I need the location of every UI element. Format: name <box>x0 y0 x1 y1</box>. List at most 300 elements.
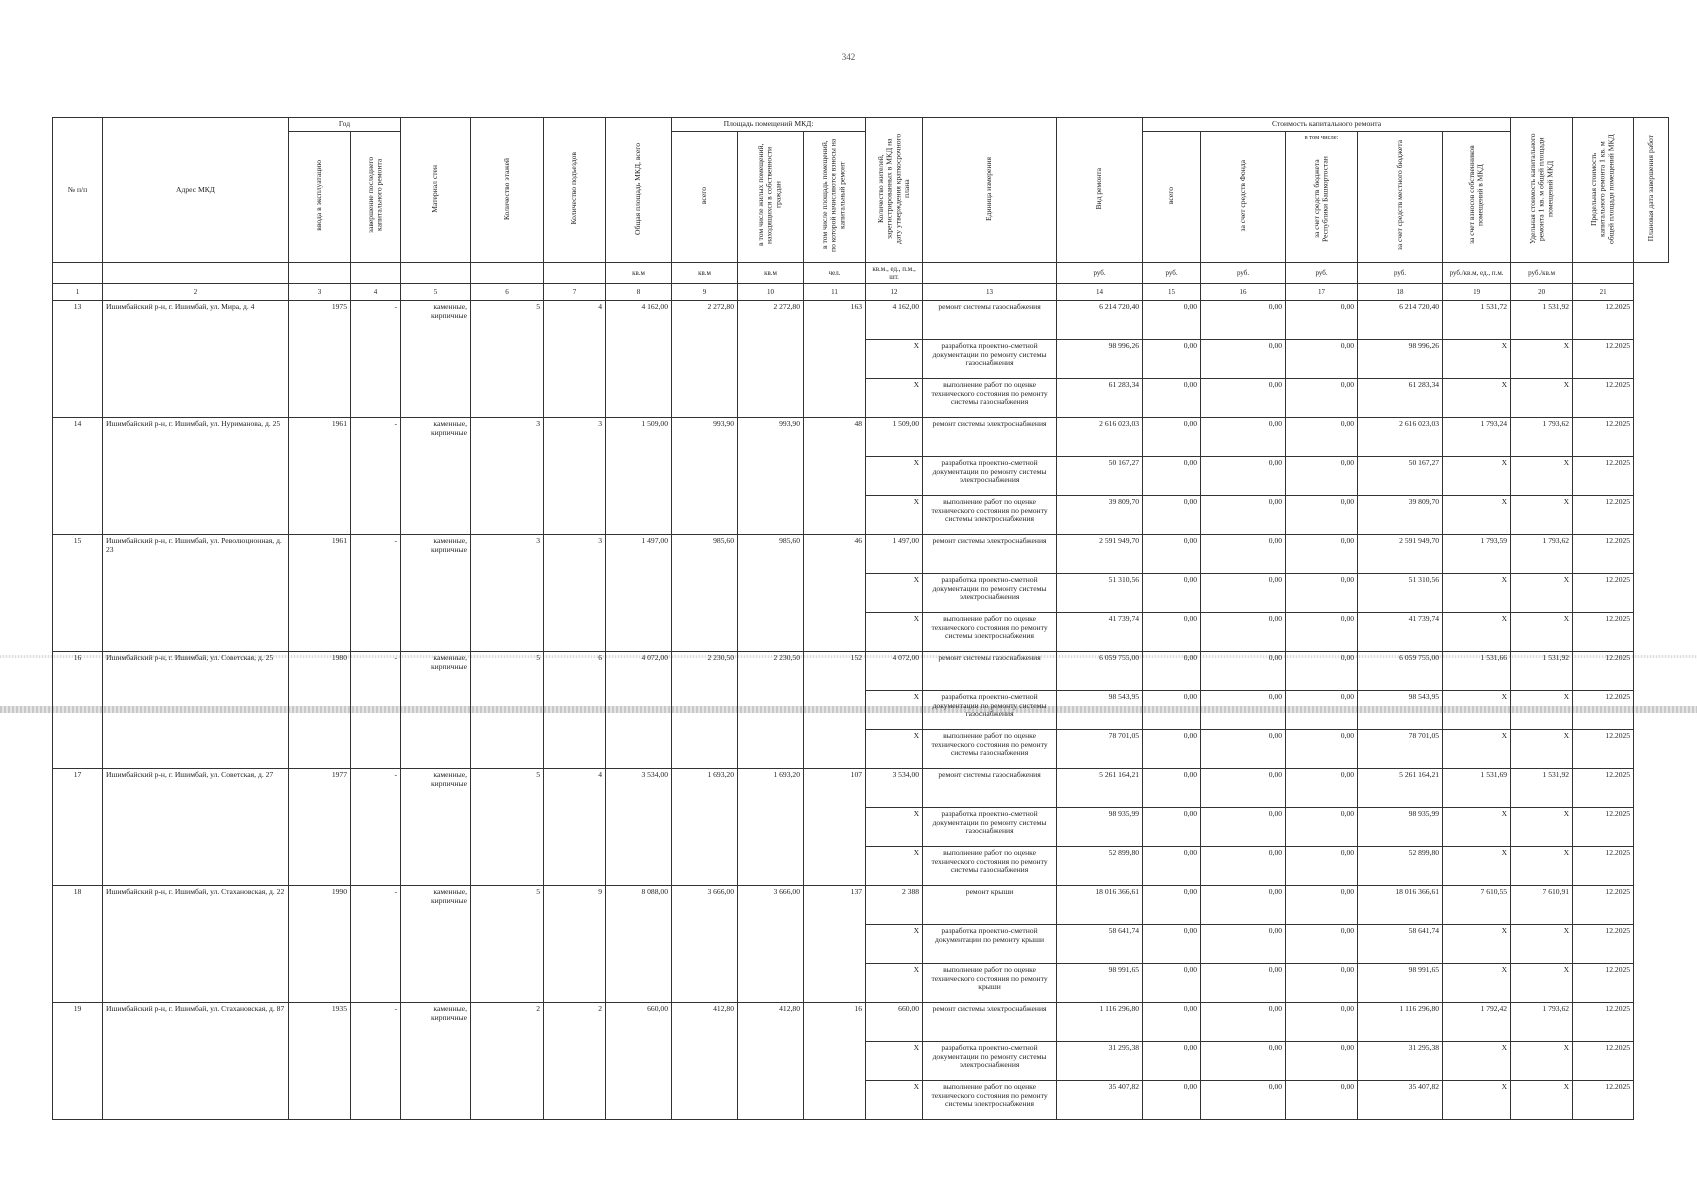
col-number: 3 <box>289 284 351 301</box>
work-type: выполнение работ по оценке технического состояния по ремонту системы электроснабжения <box>923 496 1057 535</box>
limit-cost: X <box>1511 340 1573 379</box>
work-type: ремонт системы электроснабжения <box>923 418 1057 457</box>
cost-fund: 0,00 <box>1143 418 1201 457</box>
residents-count: 107 <box>804 769 866 886</box>
cost-fund: 0,00 <box>1143 847 1201 886</box>
header-cost-total: всего <box>1143 131 1201 262</box>
header-unit-cost: Удельная стоимость капитального ремонта 1 кв. м общей площади помещений МКД <box>1511 118 1573 263</box>
work-type: выполнение работ по оценке технического состояния по ремонту системы газоснабжения <box>923 730 1057 769</box>
limit-cost: X <box>1511 496 1573 535</box>
col-number: 15 <box>1143 284 1201 301</box>
cost-total: 98 935,99 <box>1057 808 1143 847</box>
col-number: 10 <box>738 284 804 301</box>
residents-count: 48 <box>804 418 866 535</box>
premises-repair: 2 230,50 <box>738 652 804 769</box>
work-quantity: 4 072,00 <box>866 652 923 691</box>
unit-cost: X <box>1443 379 1511 418</box>
work-type: выполнение работ по оценке технического состояния по ремонту системы газоснабжения <box>923 379 1057 418</box>
entrances-count: 3 <box>544 535 606 652</box>
unit-cell: руб. <box>1143 262 1201 283</box>
cost-fund: 0,00 <box>1143 1081 1201 1120</box>
year-last-repair: - <box>351 418 401 535</box>
residents-count: 152 <box>804 652 866 769</box>
col-number: 20 <box>1511 284 1573 301</box>
premises-repair: 1 693,20 <box>738 769 804 886</box>
header-cost-local: за счет средств местного бюджета <box>1358 131 1443 262</box>
limit-cost: 1 793,62 <box>1511 418 1573 457</box>
cost-total: 98 543,95 <box>1057 691 1143 730</box>
cost-fund: 0,00 <box>1143 808 1201 847</box>
total-area: 1 497,00 <box>606 535 672 652</box>
building-address: Ишимбайский р-н, г. Ишимбай, ул. Стахановская, д. 22 <box>103 886 289 1003</box>
cost-republic: 0,00 <box>1201 574 1286 613</box>
repair-plan-table <box>52 117 1669 1120</box>
cost-fund: 0,00 <box>1143 613 1201 652</box>
cost-local: 0,00 <box>1286 847 1358 886</box>
cost-total: 6 059 755,00 <box>1057 652 1143 691</box>
cost-fund: 0,00 <box>1143 457 1201 496</box>
header-total-area: Общая площадь МКД, всего <box>606 118 672 263</box>
cost-fund: 0,00 <box>1143 652 1201 691</box>
cost-owners: 1 116 296,80 <box>1358 1003 1443 1042</box>
cost-local: 0,00 <box>1286 418 1358 457</box>
wall-material: каменные, кирпичные <box>401 652 471 769</box>
col-number: 21 <box>1573 284 1634 301</box>
work-type: ремонт системы газоснабжения <box>923 301 1057 340</box>
limit-cost: X <box>1511 613 1573 652</box>
year-last-repair: - <box>351 1003 401 1120</box>
cost-republic: 0,00 <box>1201 886 1286 925</box>
work-quantity: X <box>866 457 923 496</box>
work-quantity: X <box>866 340 923 379</box>
work-type: разработка проектно-сметной документации по ремонту системы газоснабжения <box>923 340 1057 379</box>
table-body <box>53 301 1669 1120</box>
cost-local: 0,00 <box>1286 964 1358 1003</box>
cost-owners: 58 641,74 <box>1358 925 1443 964</box>
wall-material: каменные, кирпичные <box>401 535 471 652</box>
cost-total: 2 616 023,03 <box>1057 418 1143 457</box>
col-number: 17 <box>1286 284 1358 301</box>
work-quantity: X <box>866 574 923 613</box>
unit-cell: кв.м., ед., п.м., шт. <box>866 262 923 283</box>
completion-date: 12.2025 <box>1573 808 1634 847</box>
limit-cost: X <box>1511 964 1573 1003</box>
cost-republic: 0,00 <box>1201 1081 1286 1120</box>
col-number: 19 <box>1443 284 1511 301</box>
completion-date: 12.2025 <box>1573 574 1634 613</box>
cost-owners: 78 701,05 <box>1358 730 1443 769</box>
building-address: Ишимбайский р-н, г. Ишимбай, ул. Нуриманова, д. 25 <box>103 418 289 535</box>
cost-owners: 98 991,65 <box>1358 964 1443 1003</box>
premises-total: 3 666,00 <box>672 886 738 1003</box>
cost-owners: 6 059 755,00 <box>1358 652 1443 691</box>
cost-total: 52 899,80 <box>1057 847 1143 886</box>
cost-republic: 0,00 <box>1201 496 1286 535</box>
cost-fund: 0,00 <box>1143 496 1201 535</box>
building-address: Ишимбайский р-н, г. Ишимбай, ул. Советская, д. 25 <box>103 652 289 769</box>
cost-local: 0,00 <box>1286 340 1358 379</box>
header-premises-repair: в том числе площадь помещений, по которой начисляются взносы на капитальный ремонт <box>804 131 866 262</box>
cost-total: 35 407,82 <box>1057 1081 1143 1120</box>
completion-date: 12.2025 <box>1573 1081 1634 1120</box>
total-area: 4 162,00 <box>606 301 672 418</box>
cost-total: 78 701,05 <box>1057 730 1143 769</box>
cost-total: 6 214 720,40 <box>1057 301 1143 340</box>
floors-count: 3 <box>471 418 544 535</box>
header-cost-group: Стоимость капитального ремонта <box>1143 118 1511 132</box>
cost-total: 18 016 366,61 <box>1057 886 1143 925</box>
work-quantity: X <box>866 613 923 652</box>
unit-cell: чел. <box>804 262 866 283</box>
work-quantity: X <box>866 1081 923 1120</box>
wall-material: каменные, кирпичные <box>401 418 471 535</box>
cost-total: 31 295,38 <box>1057 1042 1143 1081</box>
completion-date: 12.2025 <box>1573 340 1634 379</box>
unit-cost: X <box>1443 808 1511 847</box>
cost-local: 0,00 <box>1286 1003 1358 1042</box>
cost-republic: 0,00 <box>1201 652 1286 691</box>
cost-owners: 52 899,80 <box>1358 847 1443 886</box>
cost-republic: 0,00 <box>1201 769 1286 808</box>
header-year-commission: ввода в эксплуатацию <box>289 131 351 262</box>
header-cost-fund: за счет средств Фонда <box>1201 131 1286 262</box>
cost-fund: 0,00 <box>1143 379 1201 418</box>
unit-cost: 1 531,66 <box>1443 652 1511 691</box>
table-row <box>53 652 1669 691</box>
work-type: разработка проектно-сметной документации по ремонту системы электроснабжения <box>923 457 1057 496</box>
cost-owners: 2 591 949,70 <box>1358 535 1443 574</box>
unit-cost: X <box>1443 613 1511 652</box>
cost-republic: 0,00 <box>1201 457 1286 496</box>
cost-fund: 0,00 <box>1143 964 1201 1003</box>
limit-cost: X <box>1511 1081 1573 1120</box>
work-type: ремонт системы газоснабжения <box>923 652 1057 691</box>
unit-cell: руб./кв.м <box>1511 262 1573 283</box>
cost-local: 0,00 <box>1286 535 1358 574</box>
wall-material: каменные, кирпичные <box>401 1003 471 1120</box>
work-quantity: X <box>866 847 923 886</box>
col-number: 6 <box>471 284 544 301</box>
cost-local: 0,00 <box>1286 301 1358 340</box>
cost-republic: 0,00 <box>1201 1003 1286 1042</box>
cost-local: 0,00 <box>1286 457 1358 496</box>
building-address: Ишимбайский р-н, г. Ишимбай, ул. Мира, д. 4 <box>103 301 289 418</box>
column-numbers-row <box>53 284 1669 301</box>
year-last-repair: - <box>351 652 401 769</box>
cost-fund: 0,00 <box>1143 925 1201 964</box>
year-last-repair: - <box>351 886 401 1003</box>
cost-owners: 51 310,56 <box>1358 574 1443 613</box>
unit-cell: руб./кв.м, ед., п.м. <box>1443 262 1511 283</box>
row-number: 16 <box>53 652 103 769</box>
work-quantity: X <box>866 925 923 964</box>
completion-date: 12.2025 <box>1573 730 1634 769</box>
col-number: 1 <box>53 284 103 301</box>
unit-cost: 1 793,24 <box>1443 418 1511 457</box>
cost-republic: 0,00 <box>1201 730 1286 769</box>
premises-total: 1 693,20 <box>672 769 738 886</box>
row-number: 13 <box>53 301 103 418</box>
unit-cost: X <box>1443 730 1511 769</box>
cost-owners: 98 543,95 <box>1358 691 1443 730</box>
header-wall-material: Материал стен <box>401 118 471 263</box>
cost-local: 0,00 <box>1286 1042 1358 1081</box>
cost-republic: 0,00 <box>1201 613 1286 652</box>
premises-total: 985,60 <box>672 535 738 652</box>
building-address: Ишимбайский р-н, г. Ишимбай, ул. Советская, д. 27 <box>103 769 289 886</box>
cost-total: 5 261 164,21 <box>1057 769 1143 808</box>
cost-total: 39 809,70 <box>1057 496 1143 535</box>
total-area: 4 072,00 <box>606 652 672 769</box>
completion-date: 12.2025 <box>1573 925 1634 964</box>
unit-cost: X <box>1443 496 1511 535</box>
header-cost-owners: за счет взносов собственников помещений в МКД <box>1443 131 1511 262</box>
limit-cost: X <box>1511 379 1573 418</box>
cost-local: 0,00 <box>1286 1081 1358 1120</box>
limit-cost: 1 531,92 <box>1511 769 1573 808</box>
floors-count: 5 <box>471 769 544 886</box>
premises-repair: 2 272,80 <box>738 301 804 418</box>
limit-cost: X <box>1511 691 1573 730</box>
header-deadline: Плановая дата завершения работ <box>1634 118 1669 263</box>
cost-fund: 0,00 <box>1143 535 1201 574</box>
cost-republic: 0,00 <box>1201 925 1286 964</box>
cost-total: 2 591 949,70 <box>1057 535 1143 574</box>
year-commission: 1980 <box>289 652 351 769</box>
table-row <box>53 1003 1669 1042</box>
work-quantity: X <box>866 691 923 730</box>
cost-total: 1 116 296,80 <box>1057 1003 1143 1042</box>
header-entrances: Количество подъездов <box>544 118 606 263</box>
row-number: 17 <box>53 769 103 886</box>
unit-cell: кв.м <box>738 262 804 283</box>
year-last-repair: - <box>351 301 401 418</box>
cost-total: 51 310,56 <box>1057 574 1143 613</box>
premises-total: 2 272,80 <box>672 301 738 418</box>
cost-fund: 0,00 <box>1143 730 1201 769</box>
cost-fund: 0,00 <box>1143 886 1201 925</box>
work-type: ремонт системы электроснабжения <box>923 1003 1057 1042</box>
cost-owners: 98 996,26 <box>1358 340 1443 379</box>
cost-local: 0,00 <box>1286 691 1358 730</box>
col-number: 2 <box>103 284 289 301</box>
limit-cost: 1 793,62 <box>1511 535 1573 574</box>
year-commission: 1975 <box>289 301 351 418</box>
cost-fund: 0,00 <box>1143 1003 1201 1042</box>
limit-cost: 1 531,92 <box>1511 652 1573 691</box>
residents-count: 137 <box>804 886 866 1003</box>
building-address: Ишимбайский р-н, г. Ишимбай, ул. Стахановская, д. 87 <box>103 1003 289 1120</box>
work-quantity: 1 509,00 <box>866 418 923 457</box>
cost-total: 58 641,74 <box>1057 925 1143 964</box>
completion-date: 12.2025 <box>1573 379 1634 418</box>
cost-owners: 35 407,82 <box>1358 1081 1443 1120</box>
unit-cost: X <box>1443 1042 1511 1081</box>
premises-total: 2 230,50 <box>672 652 738 769</box>
header-no: № п/п <box>53 118 103 263</box>
premises-repair: 985,60 <box>738 535 804 652</box>
cost-republic: 0,00 <box>1201 1042 1286 1081</box>
completion-date: 12.2025 <box>1573 886 1634 925</box>
cost-owners: 41 739,74 <box>1358 613 1443 652</box>
total-area: 3 534,00 <box>606 769 672 886</box>
col-number: 16 <box>1201 284 1286 301</box>
table-header <box>53 118 1669 301</box>
limit-cost: X <box>1511 457 1573 496</box>
cost-fund: 0,00 <box>1143 1042 1201 1081</box>
completion-date: 12.2025 <box>1573 457 1634 496</box>
work-type: разработка проектно-сметной документации по ремонту системы электроснабжения <box>923 1042 1057 1081</box>
col-number: 11 <box>804 284 866 301</box>
col-number: 9 <box>672 284 738 301</box>
header-year-group: Год <box>289 118 401 132</box>
limit-cost: X <box>1511 808 1573 847</box>
cost-republic: 0,00 <box>1201 691 1286 730</box>
repair-plan-table-container <box>52 117 1669 1120</box>
cost-owners: 18 016 366,61 <box>1358 886 1443 925</box>
premises-total: 412,80 <box>672 1003 738 1120</box>
work-type: ремонт системы газоснабжения <box>923 769 1057 808</box>
completion-date: 12.2025 <box>1573 613 1634 652</box>
limit-cost: 1 793,62 <box>1511 1003 1573 1042</box>
row-number: 18 <box>53 886 103 1003</box>
header-premises-group: Площадь помещений МКД: <box>672 118 866 132</box>
table-row <box>53 301 1669 340</box>
floors-count: 3 <box>471 535 544 652</box>
total-area: 8 088,00 <box>606 886 672 1003</box>
col-number: 8 <box>606 284 672 301</box>
work-type: разработка проектно-сметной документации по ремонту системы электроснабжения <box>923 574 1057 613</box>
cost-republic: 0,00 <box>1201 301 1286 340</box>
entrances-count: 6 <box>544 652 606 769</box>
cost-owners: 5 261 164,21 <box>1358 769 1443 808</box>
cost-local: 0,00 <box>1286 379 1358 418</box>
work-quantity: 660,00 <box>866 1003 923 1042</box>
unit-cost: 1 531,69 <box>1443 769 1511 808</box>
entrances-count: 4 <box>544 769 606 886</box>
cost-owners: 50 167,27 <box>1358 457 1443 496</box>
header-premises-total: всего <box>672 131 738 262</box>
header-unit-measure: Единица измерения <box>923 118 1057 263</box>
total-area: 660,00 <box>606 1003 672 1120</box>
unit-cost: X <box>1443 1081 1511 1120</box>
unit-cost: 1 792,42 <box>1443 1003 1511 1042</box>
entrances-count: 2 <box>544 1003 606 1120</box>
work-type: разработка проектно-сметной документации по ремонту системы газоснабжения <box>923 808 1057 847</box>
cost-fund: 0,00 <box>1143 340 1201 379</box>
wall-material: каменные, кирпичные <box>401 769 471 886</box>
work-quantity: 4 162,00 <box>866 301 923 340</box>
cost-owners: 61 283,34 <box>1358 379 1443 418</box>
cost-owners: 98 935,99 <box>1358 808 1443 847</box>
work-quantity: X <box>866 964 923 1003</box>
unit-cost: X <box>1443 340 1511 379</box>
completion-date: 12.2025 <box>1573 418 1634 457</box>
building-address: Ишимбайский р-н, г. Ишимбай, ул. Революционная, д. 23 <box>103 535 289 652</box>
cost-total: 98 991,65 <box>1057 964 1143 1003</box>
cost-fund: 0,00 <box>1143 691 1201 730</box>
cost-republic: 0,00 <box>1201 964 1286 1003</box>
cost-total: 50 167,27 <box>1057 457 1143 496</box>
header-floors: Количество этажей <box>471 118 544 263</box>
unit-cost: X <box>1443 964 1511 1003</box>
page-number: 342 <box>841 52 856 62</box>
unit-cost: 1 793,59 <box>1443 535 1511 574</box>
col-number: 5 <box>401 284 471 301</box>
residents-count: 163 <box>804 301 866 418</box>
completion-date: 12.2025 <box>1573 301 1634 340</box>
work-type: ремонт крыши <box>923 886 1057 925</box>
year-commission: 1977 <box>289 769 351 886</box>
unit-cost: 1 531,72 <box>1443 301 1511 340</box>
work-type: выполнение работ по оценке технического состояния по ремонту системы электроснабжения <box>923 613 1057 652</box>
limit-cost: X <box>1511 847 1573 886</box>
total-area: 1 509,00 <box>606 418 672 535</box>
unit-cell: кв.м <box>672 262 738 283</box>
cost-total: 41 739,74 <box>1057 613 1143 652</box>
header-limit-cost: Предельная стоимость капитального ремонта 1 кв. м общей площади помещений МКД <box>1573 118 1634 263</box>
col-number: 12 <box>866 284 923 301</box>
cost-fund: 0,00 <box>1143 574 1201 613</box>
floors-count: 5 <box>471 652 544 769</box>
floors-count: 2 <box>471 1003 544 1120</box>
wall-material: каменные, кирпичные <box>401 886 471 1003</box>
completion-date: 12.2025 <box>1573 691 1634 730</box>
cost-owners: 31 295,38 <box>1358 1042 1443 1081</box>
col-number: 14 <box>1057 284 1143 301</box>
work-quantity: X <box>866 808 923 847</box>
year-commission: 1961 <box>289 535 351 652</box>
table-row <box>53 535 1669 574</box>
table-row <box>53 769 1669 808</box>
cost-republic: 0,00 <box>1201 340 1286 379</box>
completion-date: 12.2025 <box>1573 769 1634 808</box>
year-last-repair: - <box>351 535 401 652</box>
completion-date: 12.2025 <box>1573 496 1634 535</box>
unit-cost: X <box>1443 574 1511 613</box>
completion-date: 12.2025 <box>1573 1003 1634 1042</box>
header-year-last-repair: завершение последнего капитального ремонта <box>351 131 401 262</box>
work-quantity: X <box>866 496 923 535</box>
cost-local: 0,00 <box>1286 886 1358 925</box>
cost-republic: 0,00 <box>1201 379 1286 418</box>
completion-date: 12.2025 <box>1573 964 1634 1003</box>
entrances-count: 4 <box>544 301 606 418</box>
limit-cost: X <box>1511 574 1573 613</box>
work-quantity: 3 534,00 <box>866 769 923 808</box>
wall-material: каменные, кирпичные <box>401 301 471 418</box>
unit-cell: кв.м <box>606 262 672 283</box>
cost-republic: 0,00 <box>1201 847 1286 886</box>
header-address: Адрес МКД <box>103 118 289 263</box>
cost-republic: 0,00 <box>1201 418 1286 457</box>
year-last-repair: - <box>351 769 401 886</box>
unit-cell: руб. <box>1286 262 1358 283</box>
year-commission: 1935 <box>289 1003 351 1120</box>
header-cost-republic: в том числе: за счет средств бюджета Республики Башкортостан <box>1286 131 1358 262</box>
completion-date: 12.2025 <box>1573 847 1634 886</box>
col-number: 13 <box>923 284 1057 301</box>
unit-cost: X <box>1443 925 1511 964</box>
table-row <box>53 886 1669 925</box>
completion-date: 12.2025 <box>1573 1042 1634 1081</box>
cost-fund: 0,00 <box>1143 301 1201 340</box>
unit-cell: руб. <box>1201 262 1286 283</box>
work-type: разработка проектно-сметной документации по ремонту системы газоснабжения <box>923 691 1057 730</box>
limit-cost: X <box>1511 730 1573 769</box>
unit-cost: X <box>1443 847 1511 886</box>
cost-local: 0,00 <box>1286 925 1358 964</box>
